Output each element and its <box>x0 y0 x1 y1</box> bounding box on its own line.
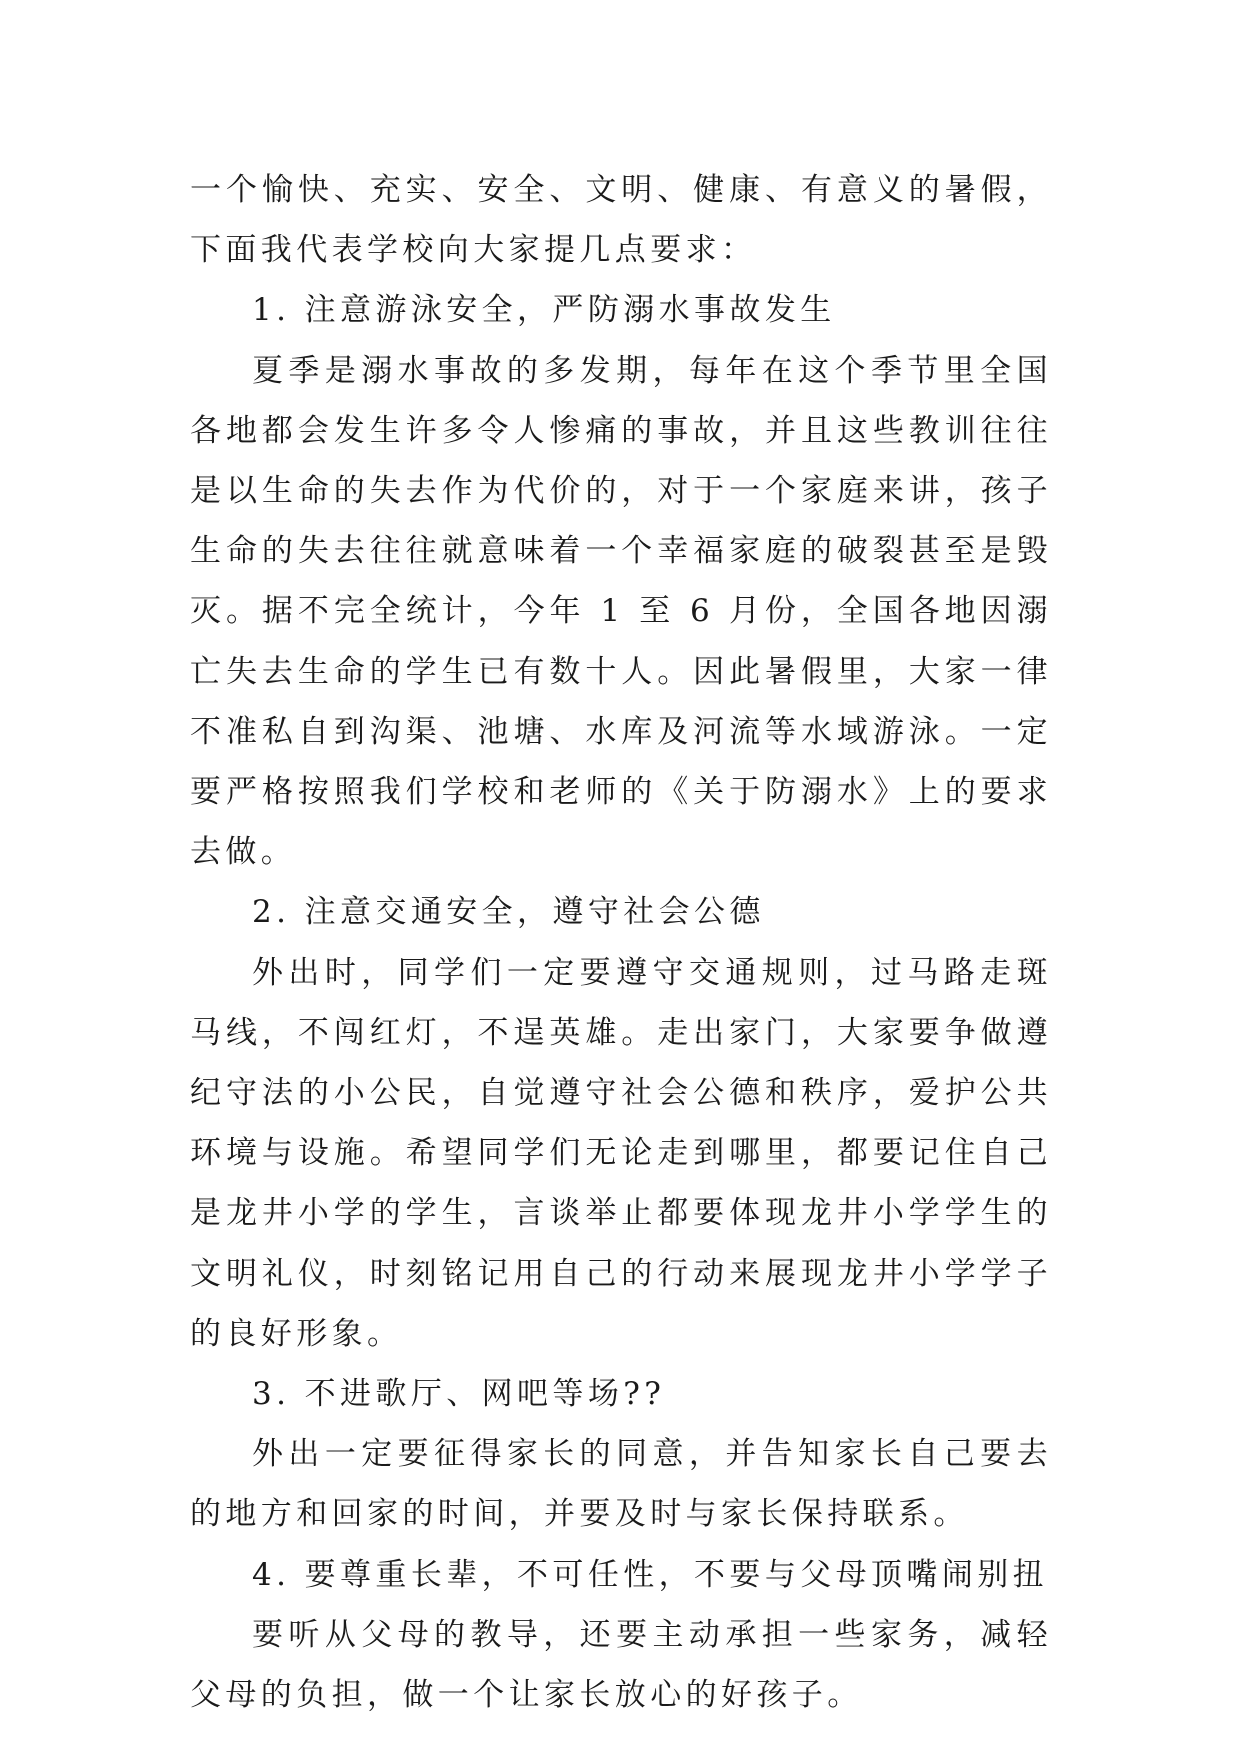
document-page <box>190 160 1052 1714</box>
paragraph-no-ktv-internet-cafe: 外出一定要征得家长的同意，并告知家长自己要去的地方和回家的时间，并要及时与家长保持联系。 <box>190 1436 1052 1533</box>
heading-no-ktv-internet-cafe: 3. 不进歌厅、网吧等场?? <box>252 1376 666 1413</box>
heading-respect-elders: 4. 要尊重长辈，不可任性，不要与父母顶嘴闹别扭 <box>252 1556 1049 1593</box>
paragraph-swimming-safety: 夏季是溺水事故的多发期，每年在这个季节里全国各地都会发生许多令人惨痛的事故，并且这些教训往往是以生命的失去作为代价的，对于一个家庭来讲，孩子生命的失去往往就意味着一个幸福家庭的破裂甚至是毁灭。据不完全统计，今年 1 至 6 月份，全国各地因溺亡失去生命的学生已有数十人。因此暑假里，大家一律不准私自到沟渠、池塘、水库及河流等水域游泳。一定要严格按照我们学校和老师的《关于防溺水》上的要求去做。 <box>190 352 1052 871</box>
paragraph-traffic-safety: 外出时，同学们一定要遵守交通规则，过马路走斑马线，不闯红灯，不逞英雄。走出家门，大家要争做遵纪守法的小公民，自觉遵守社会公德和秩序，爱护公共环境与设施。希望同学们无论走到哪里，都要记住自己是龙井小学的学生，言谈举止都要体现龙井小学学生的文明礼仪，时刻铭记用自己的行动来展现龙井小学学子的良好形象。 <box>190 954 1052 1352</box>
paragraph-intro: 一个愉快、充实、安全、文明、健康、有意义的暑假，下面我代表学校向大家提几点要求： <box>190 172 1052 269</box>
heading-swimming-safety: 1. 注意游泳安全，严防溺水事故发生 <box>252 292 836 329</box>
paragraph-respect-elders: 要听从父母的教导，还要主动承担一些家务，减轻父母的负担，做一个让家长放心的好孩子。 <box>190 1616 1052 1714</box>
heading-traffic-safety: 2. 注意交通安全，遵守社会公德 <box>252 894 765 931</box>
